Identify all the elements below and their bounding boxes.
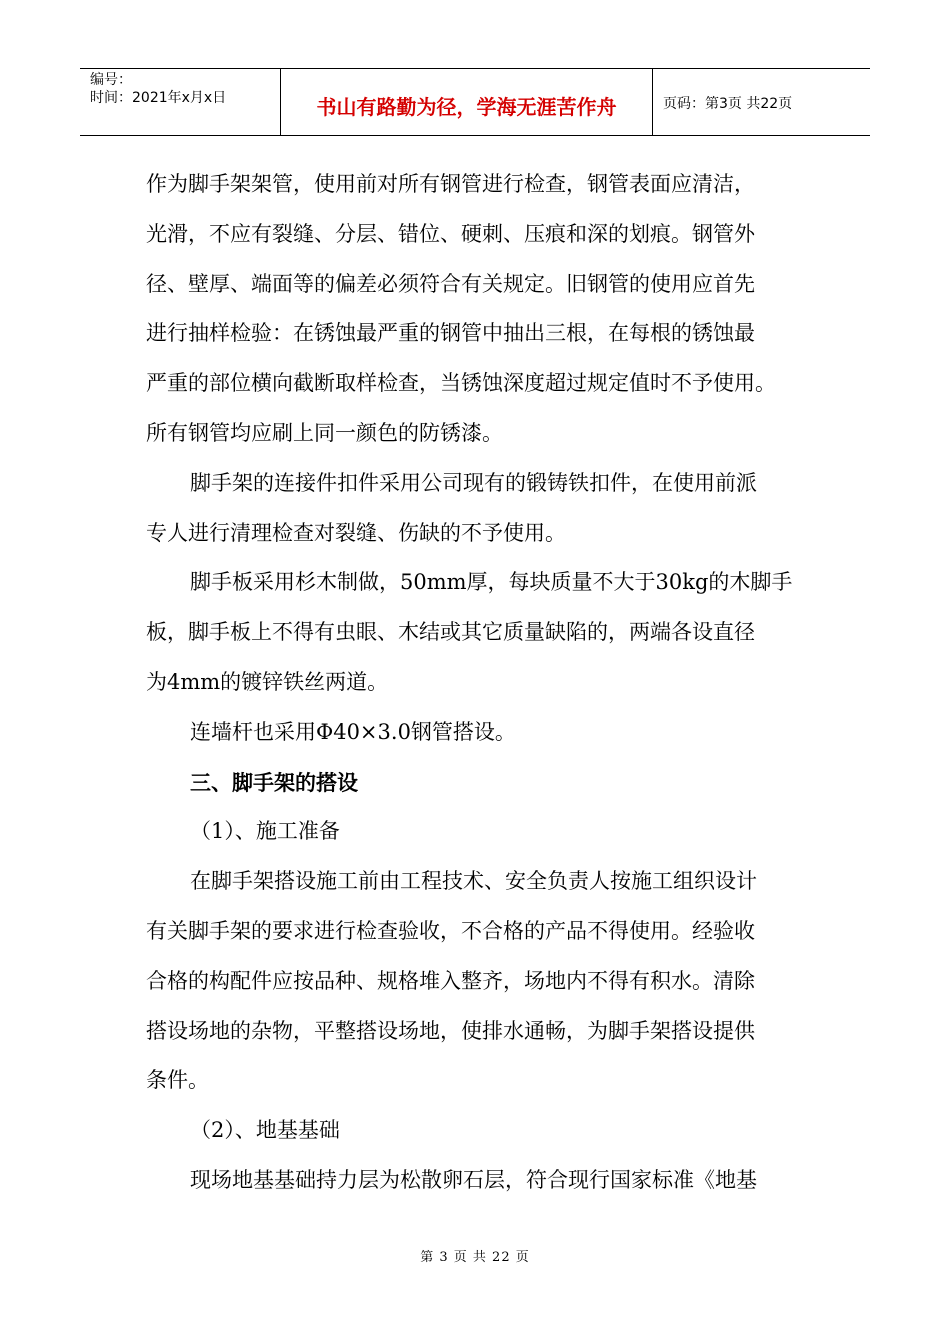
document-body bbox=[146, 160, 826, 1206]
body-line: 作为脚手架架管，使用前对所有钢管进行检查，钢管表面应清洁， bbox=[146, 172, 755, 196]
body-line: 进行抽样检验：在锈蚀最严重的钢管中抽出三根，在每根的锈蚀最 bbox=[146, 321, 755, 346]
header-motto: 书山有路勤为径，学海无涯苦作舟 bbox=[281, 69, 653, 135]
subsection-heading: （2）、地基基础 bbox=[190, 1118, 340, 1143]
body-line: 脚手板采用杉木制做，50mm厚，每块质量不大于30kg的木脚手 bbox=[190, 570, 793, 595]
body-line: 严重的部位横向截断取样检查，当锈蚀深度超过规定值时不予使用。 bbox=[146, 371, 776, 396]
body-line: 有关脚手架的要求进行检查验收，不合格的产品不得使用。经验收 bbox=[146, 918, 755, 943]
body-line: 合格的构配件应按品种、规格堆入整齐，场地内不得有积水。清除 bbox=[146, 968, 755, 993]
page-footer: 第 3 页 共 22 页 bbox=[420, 1250, 530, 1265]
body-line: 现场地基基础持力层为松散卵石层，符合现行国家标准《地基 bbox=[190, 1167, 757, 1192]
document-number-label: 编号： bbox=[90, 72, 132, 88]
header-meta bbox=[80, 69, 281, 135]
subsection-heading: （1）、施工准备 bbox=[190, 819, 340, 844]
body-line: 连墙杆也采用Φ40×3.0钢管搭设。 bbox=[190, 719, 516, 744]
section-heading: 三、脚手架的搭设 bbox=[190, 769, 358, 795]
body-line: 所有钢管均应刷上同一颜色的防锈漆。 bbox=[146, 420, 503, 445]
header-page-info: 页码：第3页 共22页 bbox=[663, 96, 793, 112]
body-line: 为4mm的镀锌铁丝两道。 bbox=[146, 669, 389, 694]
body-line: 搭设场地的杂物，平整搭设场地，使排水通畅，为脚手架搭设提供 bbox=[146, 1018, 755, 1043]
body-line: 在脚手架搭设施工前由工程技术、安全负责人按施工组织设计 bbox=[190, 869, 757, 894]
body-line: 板，脚手板上不得有虫眼、木结或其它质量缺陷的，两端各设直径 bbox=[146, 620, 755, 645]
body-line: 专人进行清理检查对裂缝、伤缺的不予使用。 bbox=[146, 520, 566, 545]
document-date-label: 时间：2021年x月x日 bbox=[90, 90, 227, 106]
body-line: 光滑，不应有裂缝、分层、错位、硬刺、压痕和深的划痕。钢管外 bbox=[146, 221, 755, 246]
body-line: 条件。 bbox=[146, 1068, 209, 1093]
body-line: 脚手架的连接件扣件采用公司现有的锻铸铁扣件，在使用前派 bbox=[190, 470, 757, 495]
body-line: 径、壁厚、端面等的偏差必须符合有关规定。旧钢管的使用应首先 bbox=[146, 271, 755, 296]
page-header bbox=[80, 68, 870, 136]
